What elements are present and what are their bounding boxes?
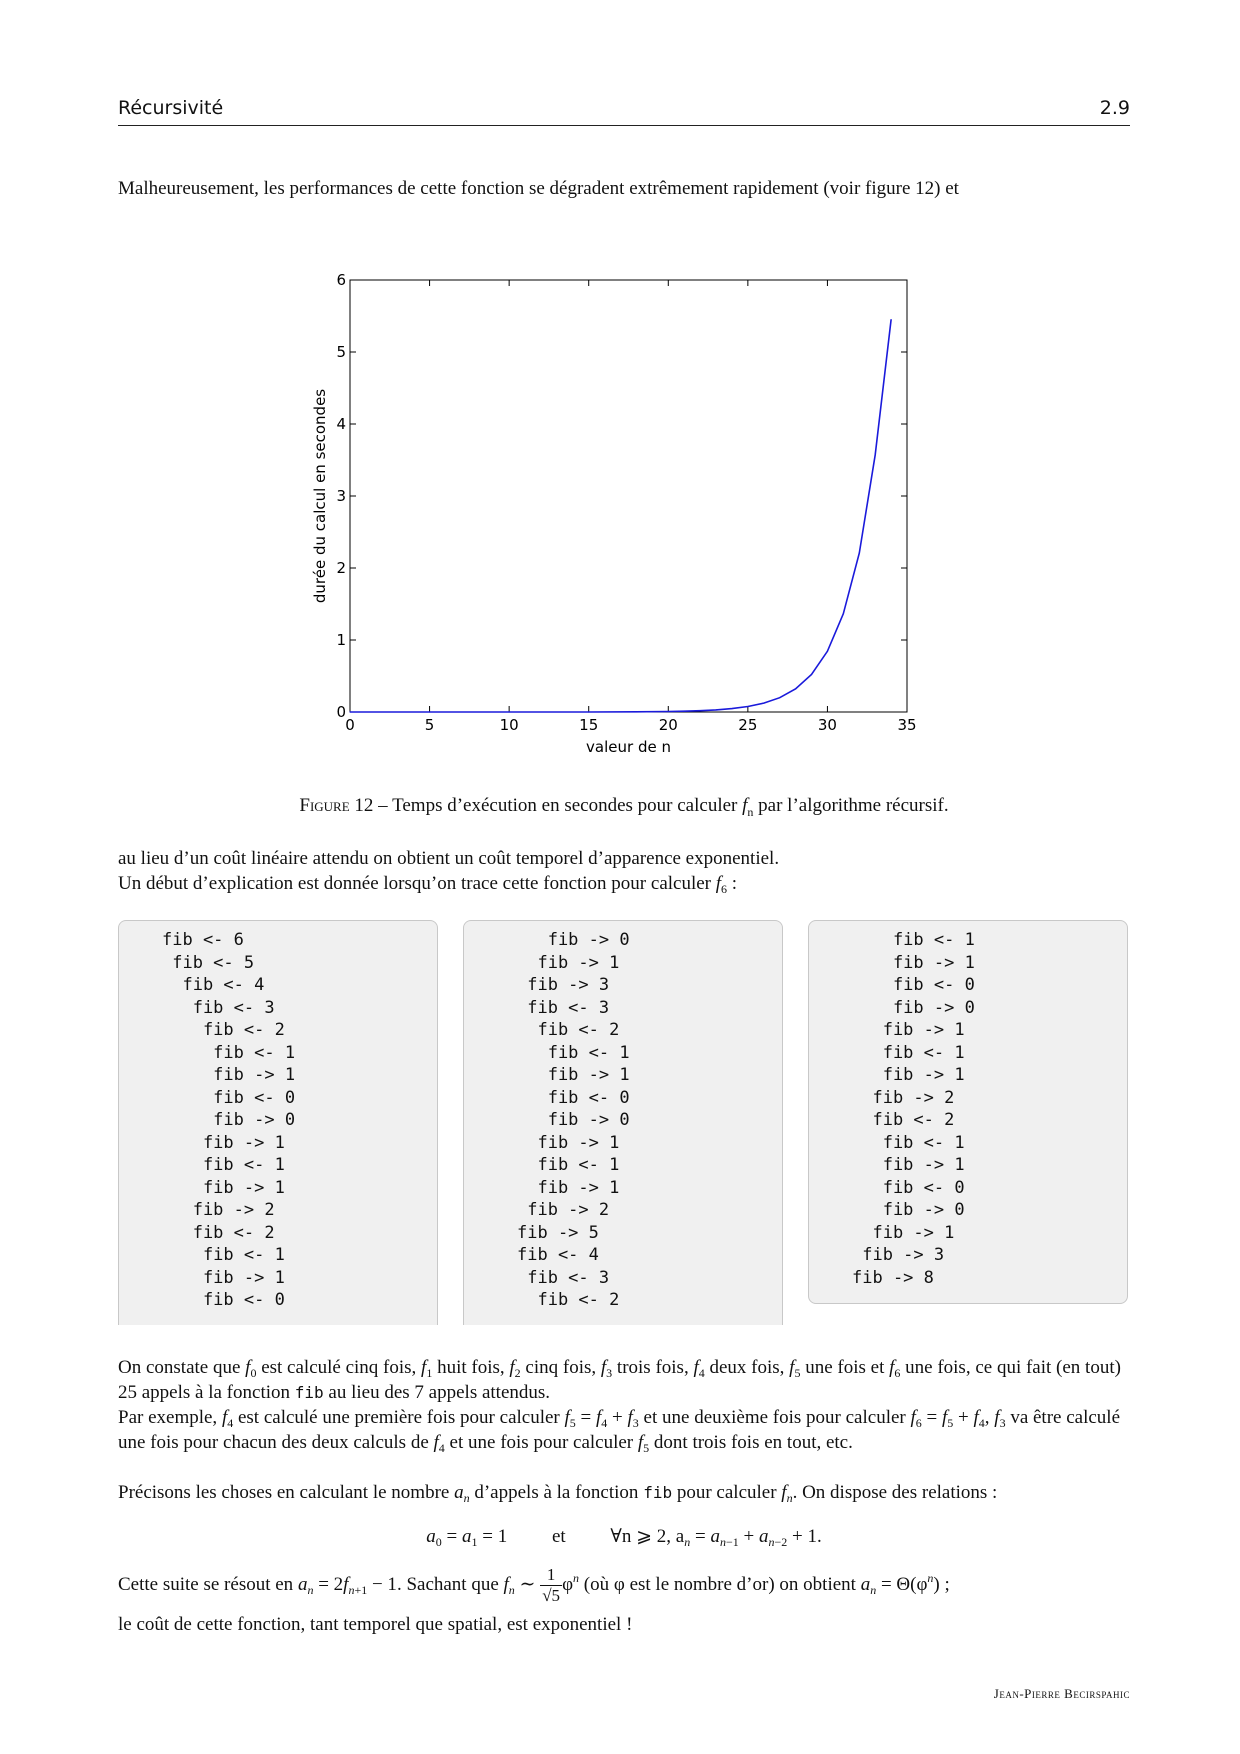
x-tick-label: 0 bbox=[345, 716, 355, 734]
trace-line: fib -> 2 bbox=[517, 1200, 610, 1220]
data-point bbox=[588, 711, 589, 712]
data-point bbox=[636, 711, 637, 712]
trace-line: fib <- 1 bbox=[852, 1042, 965, 1063]
trace-line: fib <- 0 bbox=[517, 1087, 630, 1108]
intro-paragraph: Malheureusement, les performances de cette fonction se dégradent extrêmement rapidement (voir figure 12) et bbox=[118, 178, 959, 199]
page-header bbox=[118, 97, 1130, 126]
recurrence-formula: $a_0 = a_1 = 1$ et ∀n ⩾ 2, $a_n = a_{n-1} + a_{n-2} + 1$. bbox=[426, 1526, 822, 1549]
trace-line: fib <- 3 bbox=[517, 997, 610, 1018]
data-point bbox=[747, 706, 748, 707]
example-paragraph: Par exemple, $f_4$ est calculé une première fois pour calculer $f_5 = f_4 + f_3$ et une deuxième fois pour calculer $f_6 = f_5 + f_4$, $f_3$ va être calculé une fois pour chacun des deux calculs de $f_4$ et une fois pour calculer $f_5$ dont trois fois en tout, etc. bbox=[118, 1407, 1121, 1455]
trace-line: fib -> 1 bbox=[162, 1132, 285, 1153]
caption-text-after: par l’algorithme récursif. bbox=[753, 795, 949, 816]
trace-line: fib -> 3 bbox=[852, 1245, 945, 1265]
caption-sub: n bbox=[747, 804, 754, 819]
section-title: Récursivité bbox=[118, 97, 224, 119]
data-point bbox=[795, 688, 796, 689]
x-tick-label: 10 bbox=[499, 716, 519, 734]
trace-line: fib <- 4 bbox=[517, 1245, 599, 1265]
trace-column-2 bbox=[463, 920, 783, 1325]
x-tick-label: 35 bbox=[897, 716, 917, 734]
trace-line: fib <- 2 bbox=[517, 1290, 620, 1310]
trace-line: fib <- 2 bbox=[517, 1020, 620, 1040]
data-point bbox=[827, 651, 828, 652]
trace-line: fib <- 0 bbox=[852, 1177, 965, 1198]
trace-column-3 bbox=[808, 920, 1128, 1304]
data-point bbox=[429, 711, 430, 712]
trace-line: fib -> 1 bbox=[852, 952, 975, 973]
trace-line: fib <- 3 bbox=[162, 997, 275, 1018]
trace-line: fib <- 2 bbox=[852, 1110, 955, 1130]
trace-line: fib -> 0 bbox=[162, 1110, 296, 1130]
section-number: 2.9 bbox=[1099, 97, 1130, 119]
data-point bbox=[779, 697, 780, 698]
precision-paragraph: Précisons les choses en calculant le nombre $a_n$ d’appels à la fonction fib pour calculer $f_n$. On dispose des relations : bbox=[118, 1482, 998, 1505]
series-line bbox=[350, 320, 891, 712]
trace-line: fib -> 1 bbox=[517, 952, 620, 973]
conclusion-line: le coût de cette fonction, tant temporel que spatial, est exponentiel ! bbox=[118, 1614, 633, 1635]
data-point bbox=[684, 711, 685, 712]
data-point bbox=[763, 703, 764, 704]
x-tick-label: 20 bbox=[658, 716, 678, 734]
trace-line: fib -> 0 bbox=[852, 1200, 965, 1220]
data-point bbox=[875, 454, 876, 455]
y-tick-label: 3 bbox=[336, 487, 346, 505]
trace-line: fib -> 5 bbox=[517, 1222, 599, 1243]
x-tick-label: 30 bbox=[817, 716, 837, 734]
y-axis-label: durée du calcul en secondes bbox=[311, 388, 329, 604]
after-figure-line2: Un début d’explication est donnée lorsqu’on trace cette fonction pour calculer $f_6$ : bbox=[118, 873, 738, 896]
trace-line: fib -> 1 bbox=[852, 1222, 955, 1243]
y-tick-label: 2 bbox=[336, 559, 346, 577]
trace-line: fib <- 5 bbox=[162, 952, 255, 973]
trace-line: fib -> 3 bbox=[517, 975, 610, 995]
trace-line: fib <- 4 bbox=[162, 975, 265, 995]
trace-line: fib <- 0 bbox=[852, 975, 975, 995]
trace-line: fib -> 8 bbox=[852, 1267, 934, 1288]
data-point bbox=[509, 711, 510, 712]
plot-frame bbox=[350, 280, 907, 712]
trace-line: fib <- 0 bbox=[162, 1290, 285, 1310]
figure-caption bbox=[118, 795, 1130, 820]
trace-line: fib -> 1 bbox=[852, 1065, 965, 1085]
after-figure-line1: au lieu d’un coût linéaire attendu on obtient un coût temporel d’apparence exponentiel. bbox=[118, 848, 780, 869]
trace-line: fib <- 1 bbox=[162, 1042, 296, 1063]
trace-line: fib -> 2 bbox=[852, 1087, 955, 1108]
execution-time-chart bbox=[310, 265, 930, 765]
x-tick-label: 25 bbox=[738, 716, 758, 734]
data-point bbox=[890, 319, 891, 320]
page-footer: Jean-Pierre Becirspahic bbox=[993, 1686, 1130, 1701]
trace-line: fib -> 1 bbox=[517, 1065, 630, 1085]
caption-text-before: – Temps d’exécution en secondes pour calculer bbox=[373, 795, 743, 816]
trace-line: fib -> 1 bbox=[162, 1177, 285, 1198]
trace-line: fib <- 1 bbox=[162, 1245, 285, 1265]
trace-line: fib <- 1 bbox=[852, 1132, 965, 1153]
data-point bbox=[731, 708, 732, 709]
figure-label: Figure 12 bbox=[299, 795, 374, 816]
trace-line: fib <- 3 bbox=[517, 1267, 610, 1288]
trace-line: fib -> 2 bbox=[162, 1200, 275, 1220]
trace-line: fib -> 1 bbox=[852, 1020, 965, 1040]
after-figure-paragraph bbox=[118, 846, 1130, 896]
trace-line: fib -> 1 bbox=[517, 1132, 620, 1153]
inline-code-fib: fib bbox=[294, 1383, 324, 1402]
data-point bbox=[859, 552, 860, 553]
trace-line: fib <- 1 bbox=[517, 1042, 630, 1063]
y-tick-label: 0 bbox=[336, 703, 346, 721]
trace-line: fib <- 2 bbox=[162, 1222, 275, 1243]
solution-paragraph: Cette suite se résout en $a_n = 2f_{n+1} - 1$. Sachant que $f_n$ ∼ $\frac{1}{√5}$ $\varphi^n$ (où φ est le nombre d’or) on obtient $a_n = \Theta(\varphi^n)$ ; le coût de cette fonction, tant temporel que spatial, est exponentiel ! bbox=[118, 1565, 1130, 1640]
y-tick-label: 5 bbox=[336, 343, 346, 361]
data-point bbox=[843, 613, 844, 614]
x-tick-label: 5 bbox=[424, 716, 435, 734]
x-tick-label: 15 bbox=[579, 716, 599, 734]
x-axis-label: valeur de n bbox=[586, 738, 671, 756]
trace-line: fib -> 0 bbox=[852, 997, 975, 1018]
trace-line: fib <- 0 bbox=[162, 1087, 296, 1108]
data-point bbox=[668, 711, 669, 712]
trace-line: fib <- 1 bbox=[162, 1155, 285, 1175]
trace-line: fib -> 1 bbox=[162, 1267, 285, 1288]
y-tick-label: 1 bbox=[336, 631, 346, 649]
trace-line: fib -> 0 bbox=[517, 1110, 630, 1130]
data-point bbox=[700, 710, 701, 711]
trace-line: fib -> 1 bbox=[852, 1155, 965, 1175]
y-tick-label: 4 bbox=[336, 415, 346, 433]
trace-line: fib -> 0 bbox=[517, 930, 630, 950]
data-point bbox=[715, 709, 716, 710]
trace-line: fib -> 1 bbox=[162, 1065, 296, 1085]
trace-column-1 bbox=[118, 920, 438, 1325]
trace-line: fib <- 1 bbox=[852, 930, 975, 950]
y-tick-label: 6 bbox=[336, 271, 346, 289]
trace-line: fib <- 1 bbox=[517, 1155, 620, 1175]
data-point bbox=[811, 674, 812, 675]
trace-line: fib <- 6 bbox=[162, 930, 244, 950]
data-point bbox=[349, 711, 350, 712]
count-paragraph: On constate que $f_0$ est calculé cinq fois, $f_1$ huit fois, $f_2$ cinq fois, $f_3$ trois fois, $f_4$ deux fois, $f_5$ une fois et $f_6$ une fois, ce qui fait (en tout) 25 appels à la fonction fib au lieu des 7 appels attendus. bbox=[118, 1357, 1121, 1403]
trace-line: fib -> 1 bbox=[517, 1177, 620, 1198]
trace-line: fib <- 2 bbox=[162, 1020, 285, 1040]
caption-var: f bbox=[742, 795, 748, 816]
